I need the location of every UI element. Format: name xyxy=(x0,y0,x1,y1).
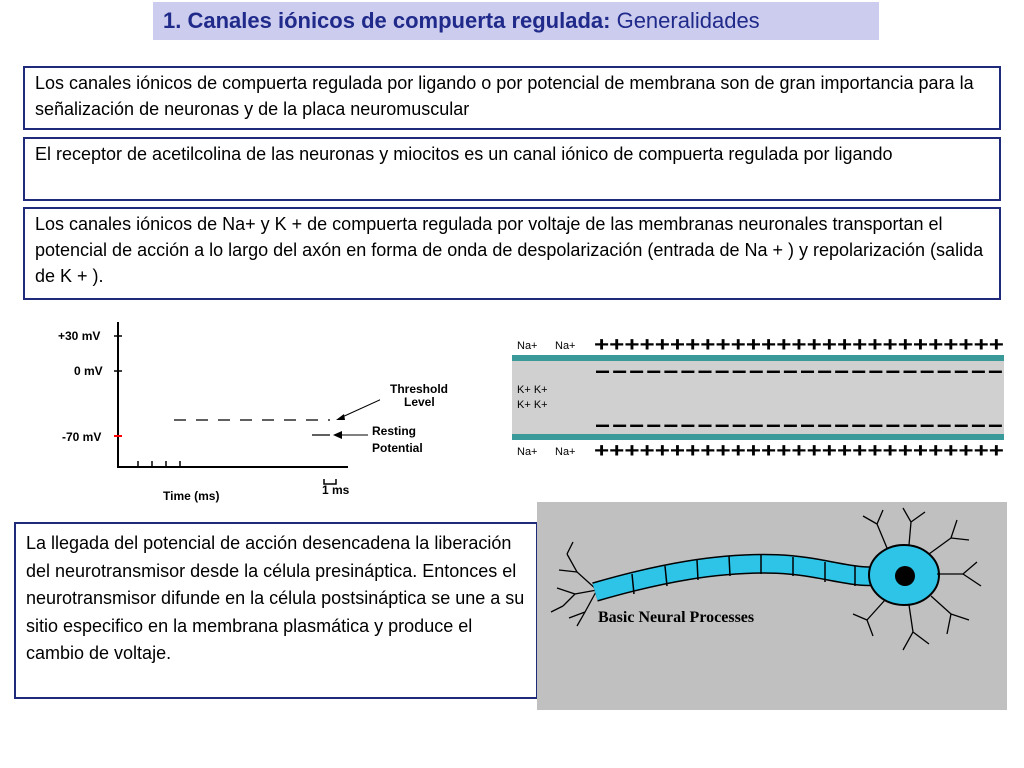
y-label-minus70: -70 mV xyxy=(62,430,102,444)
na-label-bottom-2: Na+ xyxy=(555,446,576,458)
plus-row-top: +++++++++++++++++++++++++++ xyxy=(594,334,1004,356)
k-label-1: K+ K+ xyxy=(517,384,548,396)
minus-row-top: ------------------------ xyxy=(594,360,1004,382)
resting-label-line2: Potential xyxy=(372,441,423,455)
na-label-top-1: Na+ xyxy=(517,340,538,352)
scale-bracket xyxy=(324,479,336,484)
action-potential-graph xyxy=(50,318,380,508)
neuron-illustration xyxy=(537,502,1007,710)
threshold-label-line2: Level xyxy=(404,395,435,409)
x-axis-label: Time (ms) xyxy=(163,489,220,503)
y-label-plus30: +30 mV xyxy=(58,329,101,343)
neuron-caption: Basic Neural Processes xyxy=(598,609,755,626)
axon-body xyxy=(595,564,887,592)
slide-title-bold: 1. Canales iónicos de compuerta regulada: xyxy=(163,8,611,33)
threshold-label-line1: Threshold xyxy=(390,382,449,396)
y-label-0: 0 mV xyxy=(74,364,103,378)
resting-arrow-head xyxy=(333,431,342,439)
na-label-bottom-1: Na+ xyxy=(517,446,538,458)
slide-title xyxy=(153,2,879,40)
slide-title-normal: Generalidades xyxy=(610,8,760,33)
threshold-arrow-head xyxy=(336,414,345,420)
membrane-diagram xyxy=(512,330,1004,462)
nucleus xyxy=(895,566,915,586)
x-scale-label: 1 ms xyxy=(322,483,350,497)
paragraph-1: Los canales iónicos de compuerta regulada por ligando o por potencial de membrana son de gran importancia para la señalización de neuronas y de la placa neuromuscular xyxy=(35,73,974,119)
paragraph-4: La llegada del potencial de acción desencadena la liberación del neurotransmisor desde la célula presináptica. Entonces el neurotransmisor difunde en la célula postsináptica se une a su sitio especifico en la membrana plasmática y produce el cambio de voltaje. xyxy=(26,533,525,663)
paragraph-3: Los canales iónicos de Na+ y K + de compuerta regulada por voltaje de las membranas neuronales transportan el potencial de acción a lo largo del axón en forma de onda de despolarización (entrada de Na + ) y repolarización (salida de K + ). xyxy=(35,214,984,286)
graph-annotations xyxy=(360,378,470,488)
k-label-2: K+ K+ xyxy=(517,399,548,411)
minus-row-bottom: ------------------------ xyxy=(594,414,1004,436)
na-label-top-2: Na+ xyxy=(555,340,576,352)
paragraph-2: El receptor de acetilcolina de las neuronas y miocitos es un canal iónico de compuerta regulada por ligando xyxy=(35,144,893,164)
plus-row-bottom: +++++++++++++++++++++++++++ xyxy=(594,440,1004,462)
text-box-acetylcholine xyxy=(23,137,1001,201)
text-box-neurotransmitter xyxy=(14,522,538,699)
axon-terminal-branches xyxy=(551,542,597,626)
text-box-na-k-channels xyxy=(23,207,1001,300)
text-box-ligand-voltage xyxy=(23,66,1001,130)
resting-label-line1: Resting xyxy=(372,424,417,438)
neuron-illustration-panel xyxy=(537,502,1007,710)
